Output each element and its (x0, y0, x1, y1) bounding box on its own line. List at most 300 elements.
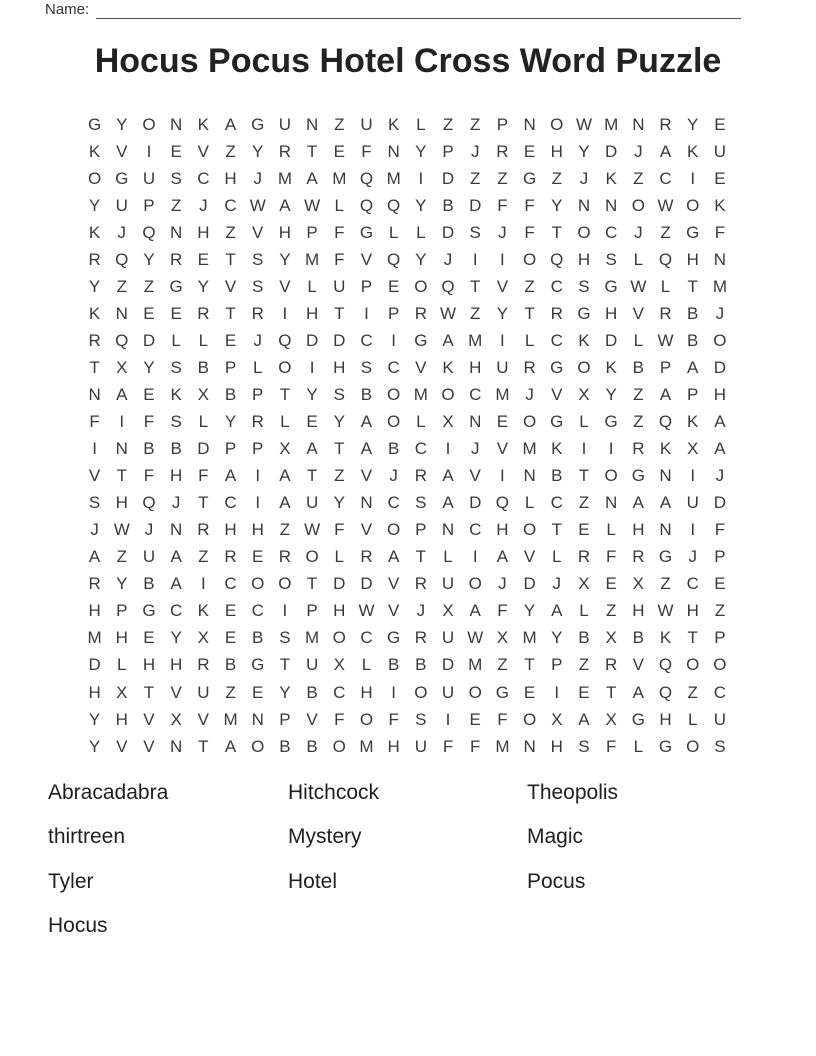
grid-letter: V (170, 682, 182, 702)
grid-letter: R (414, 303, 427, 323)
grid-letter: L (280, 412, 290, 432)
grid-letter: M (223, 709, 238, 729)
grid-letter: M (522, 628, 537, 648)
grid-letter: U (333, 276, 346, 296)
grid-letter: A (116, 384, 128, 404)
grid-letter: K (605, 357, 617, 377)
grid-letter: F (334, 709, 345, 729)
grid-letter: X (116, 357, 128, 377)
grid-letter: V (224, 276, 237, 296)
grid-letter: K (197, 114, 210, 134)
grid-letter: K (442, 357, 454, 377)
grid-letter: V (551, 384, 563, 404)
grid-letter: I (554, 682, 560, 702)
grid-letter: F (497, 195, 508, 215)
grid-letter: H (469, 357, 482, 377)
grid-letter: O (604, 466, 618, 486)
grid-letter: T (551, 222, 562, 242)
grid-letter: Y (197, 276, 210, 296)
grid-letter: I (690, 168, 696, 188)
grid-letter: R (632, 439, 645, 459)
word-list-item: Hotel (288, 869, 338, 893)
grid-letter: E (252, 682, 264, 702)
grid-letter: N (115, 439, 128, 459)
grid-letter: R (251, 412, 264, 432)
grid-letter: Y (143, 357, 155, 377)
grid-letter: M (495, 384, 510, 404)
grid-letter: J (90, 520, 99, 540)
grid-letter: S (252, 249, 264, 269)
grid-letter: K (551, 439, 563, 459)
grid-letter: O (387, 412, 401, 432)
grid-letter: Z (116, 276, 127, 296)
grid-letter: A (659, 384, 672, 404)
grid-letter: K (659, 439, 672, 459)
grid-letter: R (414, 466, 427, 486)
grid-letter: H (278, 222, 292, 242)
grid-letter: N (170, 114, 183, 134)
grid-letter: X (197, 384, 210, 404)
grid-letter: T (415, 547, 427, 567)
grid-letter: P (442, 141, 454, 161)
grid-letter: H (197, 222, 210, 242)
grid-letter: G (495, 682, 510, 702)
grid-letter: O (468, 682, 482, 702)
grid-letter: U (441, 574, 455, 594)
grid-letter: B (306, 736, 318, 756)
grid-letter: E (333, 141, 345, 161)
grid-letter: R (659, 303, 672, 323)
grid-letter: Y (687, 114, 699, 134)
grid-letter: J (470, 141, 480, 161)
grid-letter: F (388, 709, 399, 729)
grid-letter: F (334, 222, 345, 242)
grid-letter: R (88, 249, 101, 269)
grid-letter: D (88, 655, 101, 675)
grid-letter: E (714, 574, 726, 594)
grid-letter: V (632, 655, 645, 675)
grid-letter: B (442, 195, 454, 215)
grid-letter: K (605, 168, 617, 188)
grid-letter: M (522, 439, 537, 459)
grid-letter: T (306, 141, 318, 161)
grid-letter: Y (306, 384, 318, 404)
grid-letter: B (387, 439, 400, 459)
grid-letter: K (88, 303, 101, 323)
grid-letter: X (116, 682, 128, 702)
grid-letter: C (387, 493, 400, 513)
word-list-item: Pocus (527, 869, 586, 893)
grid-letter: M (305, 249, 320, 269)
grid-letter: B (687, 303, 699, 323)
grid-letter: T (551, 520, 562, 540)
grid-letter: R (197, 303, 210, 323)
grid-letter: N (659, 466, 672, 486)
grid-letter: R (523, 357, 536, 377)
grid-letter: D (333, 330, 346, 350)
grid-letter: X (442, 412, 454, 432)
grid-letter: S (714, 736, 726, 756)
grid-letter: C (360, 628, 373, 648)
grid-letter: Z (470, 168, 481, 188)
grid-letter: I (309, 357, 315, 377)
grid-letter: D (142, 330, 156, 350)
grid-letter: L (524, 493, 535, 513)
grid-letter: E (523, 682, 536, 702)
grid-letter: R (251, 303, 264, 323)
grid-letter: J (552, 574, 562, 594)
grid-letter: T (306, 466, 318, 486)
grid-letter: T (225, 249, 236, 269)
grid-letter: U (496, 357, 509, 377)
grid-letter: L (552, 547, 562, 567)
grid-letter: V (279, 276, 291, 296)
grid-letter: A (170, 574, 182, 594)
grid-letter: H (713, 384, 727, 404)
grid-letter: M (332, 168, 347, 188)
grid-letter: H (333, 601, 346, 621)
grid-letter: S (578, 276, 590, 296)
grid-letter: A (687, 357, 699, 377)
grid-letter: O (142, 114, 156, 134)
grid-letter: F (334, 520, 345, 540)
grid-letter: U (142, 168, 156, 188)
grid-letter: X (578, 384, 590, 404)
grid-letter: O (631, 195, 645, 215)
grid-letter: S (469, 222, 481, 242)
grid-letter: D (360, 574, 373, 594)
grid-letter: F (714, 520, 726, 540)
grid-letter: F (714, 222, 726, 242)
grid-letter: A (632, 682, 645, 702)
grid-letter: E (170, 303, 182, 323)
grid-letter: L (334, 547, 345, 567)
grid-letter: Z (660, 222, 671, 242)
grid-letter: H (632, 601, 645, 621)
grid-letter: Z (578, 655, 590, 675)
grid-letter: F (605, 736, 617, 756)
grid-letter: C (333, 682, 346, 702)
grid-letter: T (524, 303, 535, 323)
grid-letter: H (115, 493, 128, 513)
grid-letter: V (469, 466, 481, 486)
grid-letter: B (224, 384, 237, 404)
grid-letter: T (334, 439, 345, 459)
grid-letter: C (713, 682, 727, 702)
grid-letter: L (117, 655, 127, 675)
word-list-item: Hitchcock (288, 781, 380, 804)
grid-letter: C (170, 601, 183, 621)
word-list-item: Magic (527, 825, 584, 849)
grid-letter: N (523, 114, 536, 134)
grid-letter: J (634, 141, 643, 161)
grid-letter: I (282, 601, 288, 621)
grid-letter: R (88, 574, 101, 594)
grid-letter: D (605, 141, 618, 161)
grid-letter: G (686, 222, 700, 242)
grid-letter: N (251, 709, 264, 729)
grid-letter: X (496, 628, 509, 648)
word-list-item: thirtreen (48, 825, 126, 849)
grid-letter: P (496, 114, 509, 134)
grid-letter: P (143, 195, 155, 215)
grid-letter: Y (88, 709, 101, 729)
grid-letter: P (714, 547, 726, 567)
grid-letter: R (170, 249, 183, 269)
grid-letter: G (251, 655, 265, 675)
grid-letter: V (143, 709, 155, 729)
grid-letter: S (279, 628, 291, 648)
grid-letter: C (550, 493, 563, 513)
grid-letter: L (687, 709, 698, 729)
grid-letter: L (579, 412, 589, 432)
grid-letter: W (358, 601, 375, 621)
grid-letter: E (387, 276, 400, 296)
grid-letter: N (387, 141, 400, 161)
grid-letter: J (470, 439, 480, 459)
grid-letter: W (249, 195, 266, 215)
grid-letter: C (469, 520, 482, 540)
grid-letter: T (306, 574, 318, 594)
grid-letter: L (198, 412, 209, 432)
grid-letter: Y (170, 628, 182, 648)
grid-letter: N (577, 195, 591, 215)
grid-letter: W (304, 195, 321, 215)
grid-letter: B (279, 736, 291, 756)
grid-letter: S (360, 357, 373, 377)
grid-letter: T (279, 384, 291, 404)
grid-letter: I (255, 493, 261, 513)
grid-letter: U (713, 141, 727, 161)
grid-letter: I (391, 330, 397, 350)
grid-letter: E (197, 249, 210, 269)
grid-letter: I (500, 330, 505, 350)
grid-letter: Z (633, 384, 644, 404)
grid-letter: Z (198, 547, 209, 567)
grid-letter: U (278, 114, 292, 134)
grid-letter: N (170, 736, 183, 756)
grid-letter: X (605, 709, 617, 729)
grid-letter: T (605, 682, 617, 702)
grid-letter: H (550, 141, 563, 161)
grid-letter: B (578, 628, 590, 648)
grid-letter: Y (333, 412, 345, 432)
grid-letter: L (416, 412, 426, 432)
grid-letter: T (198, 736, 209, 756)
grid-letter: O (387, 384, 401, 404)
grid-letter: X (687, 439, 699, 459)
grid-letter: V (632, 303, 645, 323)
grid-letter: Z (497, 655, 508, 675)
grid-letter: N (360, 493, 373, 513)
grid-letter: Z (470, 114, 481, 134)
word-list-item: Mystery (288, 825, 362, 849)
grid-letter: S (415, 493, 427, 513)
grid-letter: V (415, 357, 427, 377)
grid-letter: A (714, 439, 726, 459)
grid-letter: J (688, 547, 697, 567)
grid-letter: K (687, 412, 699, 432)
grid-letter: A (279, 466, 291, 486)
grid-letter: U (360, 114, 373, 134)
grid-letter: G (631, 466, 645, 486)
grid-letter: O (468, 574, 482, 594)
grid-letter: L (198, 330, 209, 350)
grid-letter: N (523, 736, 536, 756)
grid-letter: S (170, 168, 182, 188)
grid-letter: H (605, 303, 618, 323)
grid-letter: B (224, 655, 237, 675)
grid-letter: Z (470, 303, 481, 323)
grid-letter: V (143, 736, 155, 756)
grid-letter: Y (252, 141, 264, 161)
grid-letter: E (143, 384, 155, 404)
grid-letter: G (631, 709, 645, 729)
grid-letter: N (632, 114, 645, 134)
grid-letter: K (170, 384, 182, 404)
grid-letter: P (659, 357, 672, 377)
grid-letter: C (197, 168, 210, 188)
grid-letter: J (715, 303, 725, 323)
grid-letter: I (146, 141, 152, 161)
grid-letter: Z (279, 520, 291, 540)
grid-letter: L (388, 222, 399, 242)
grid-letter: J (389, 466, 398, 486)
grid-letter: Q (359, 168, 374, 188)
grid-letter: P (252, 439, 264, 459)
grid-letter: E (469, 709, 481, 729)
grid-letter: G (658, 547, 673, 567)
grid-letter: Y (88, 736, 101, 756)
grid-letter: L (252, 357, 263, 377)
grid-letter: U (713, 709, 727, 729)
grid-letter: E (143, 628, 155, 648)
grid-letter: X (279, 439, 291, 459)
grid-letter: Q (658, 682, 673, 702)
grid-letter: V (252, 222, 264, 242)
grid-letter: D (441, 222, 455, 242)
grid-letter: W (657, 330, 674, 350)
grid-letter: L (633, 330, 644, 350)
grid-letter: M (87, 628, 102, 648)
grid-letter: N (523, 466, 536, 486)
grid-letter: L (416, 114, 426, 134)
grid-letter: E (714, 114, 726, 134)
grid-letter: I (364, 303, 369, 323)
grid-letter: O (686, 736, 700, 756)
grid-letter: O (414, 276, 428, 296)
grid-letter: P (415, 520, 427, 540)
grid-letter: E (578, 682, 590, 702)
grid-letter: Z (225, 222, 236, 242)
grid-letter: L (606, 520, 616, 540)
grid-letter: F (470, 736, 481, 756)
grid-letter: U (115, 195, 128, 215)
grid-letter: I (282, 303, 288, 323)
grid-letter: E (143, 303, 155, 323)
grid-letter: O (577, 357, 591, 377)
grid-letter: N (88, 384, 101, 404)
grid-letter: P (252, 384, 264, 404)
grid-letter: V (360, 520, 373, 540)
grid-letter: A (714, 412, 726, 432)
grid-letter: L (660, 276, 671, 296)
grid-letter: G (550, 412, 564, 432)
grid-letter: Q (658, 412, 673, 432)
grid-letter: Q (550, 249, 564, 269)
grid-letter: W (113, 520, 130, 540)
grid-letter: A (551, 601, 563, 621)
grid-letter: D (197, 439, 210, 459)
grid-letter: O (577, 222, 591, 242)
grid-letter: F (334, 249, 345, 269)
grid-letter: H (142, 655, 156, 675)
grid-letter: O (522, 249, 537, 269)
grid-letter: H (88, 601, 101, 621)
grid-letter: H (251, 520, 264, 540)
grid-letter: Y (116, 574, 128, 594)
grid-letter: Y (333, 493, 345, 513)
grid-letter: A (469, 601, 481, 621)
grid-letter: V (387, 574, 400, 594)
grid-letter: Y (523, 601, 536, 621)
grid-letter: N (115, 303, 128, 323)
grid-letter: A (659, 493, 672, 513)
grid-letter: I (472, 547, 478, 567)
grid-letter: C (414, 439, 427, 459)
grid-letter: J (525, 384, 534, 404)
grid-letter: T (470, 276, 481, 296)
grid-letter: P (360, 276, 373, 296)
grid-letter: I (500, 466, 505, 486)
word-list-item: Theopolis (527, 781, 619, 804)
grid-letter: Y (415, 141, 427, 161)
grid-letter: O (550, 114, 564, 134)
grid-letter: R (496, 141, 509, 161)
grid-letter: I (200, 574, 206, 594)
grid-letter: A (578, 709, 590, 729)
grid-letter: K (88, 222, 101, 242)
grid-letter: U (686, 493, 699, 513)
grid-letter: N (605, 493, 618, 513)
grid-letter: F (524, 195, 535, 215)
grid-letter: C (224, 195, 237, 215)
grid-letter: J (498, 222, 507, 242)
grid-letter: X (197, 628, 210, 648)
grid-letter: A (279, 493, 291, 513)
grid-letter: E (306, 412, 318, 432)
grid-letter: O (87, 168, 102, 188)
grid-letter: C (550, 276, 563, 296)
grid-letter: D (713, 493, 727, 513)
grid-letter: J (715, 466, 725, 486)
grid-letter: T (225, 303, 236, 323)
grid-letter: P (224, 439, 237, 459)
grid-letter: K (88, 141, 101, 161)
grid-letter: I (608, 439, 614, 459)
grid-letter: N (305, 114, 319, 134)
grid-letter: C (686, 574, 699, 594)
grid-letter: Z (714, 601, 726, 621)
grid-letter: P (279, 709, 291, 729)
grid-letter: Y (88, 195, 101, 215)
grid-letter: X (442, 601, 454, 621)
grid-letter: O (522, 412, 537, 432)
grid-letter: N (170, 520, 183, 540)
grid-letter: B (170, 439, 182, 459)
grid-letter: O (713, 655, 727, 675)
grid-letter: Z (660, 574, 671, 594)
